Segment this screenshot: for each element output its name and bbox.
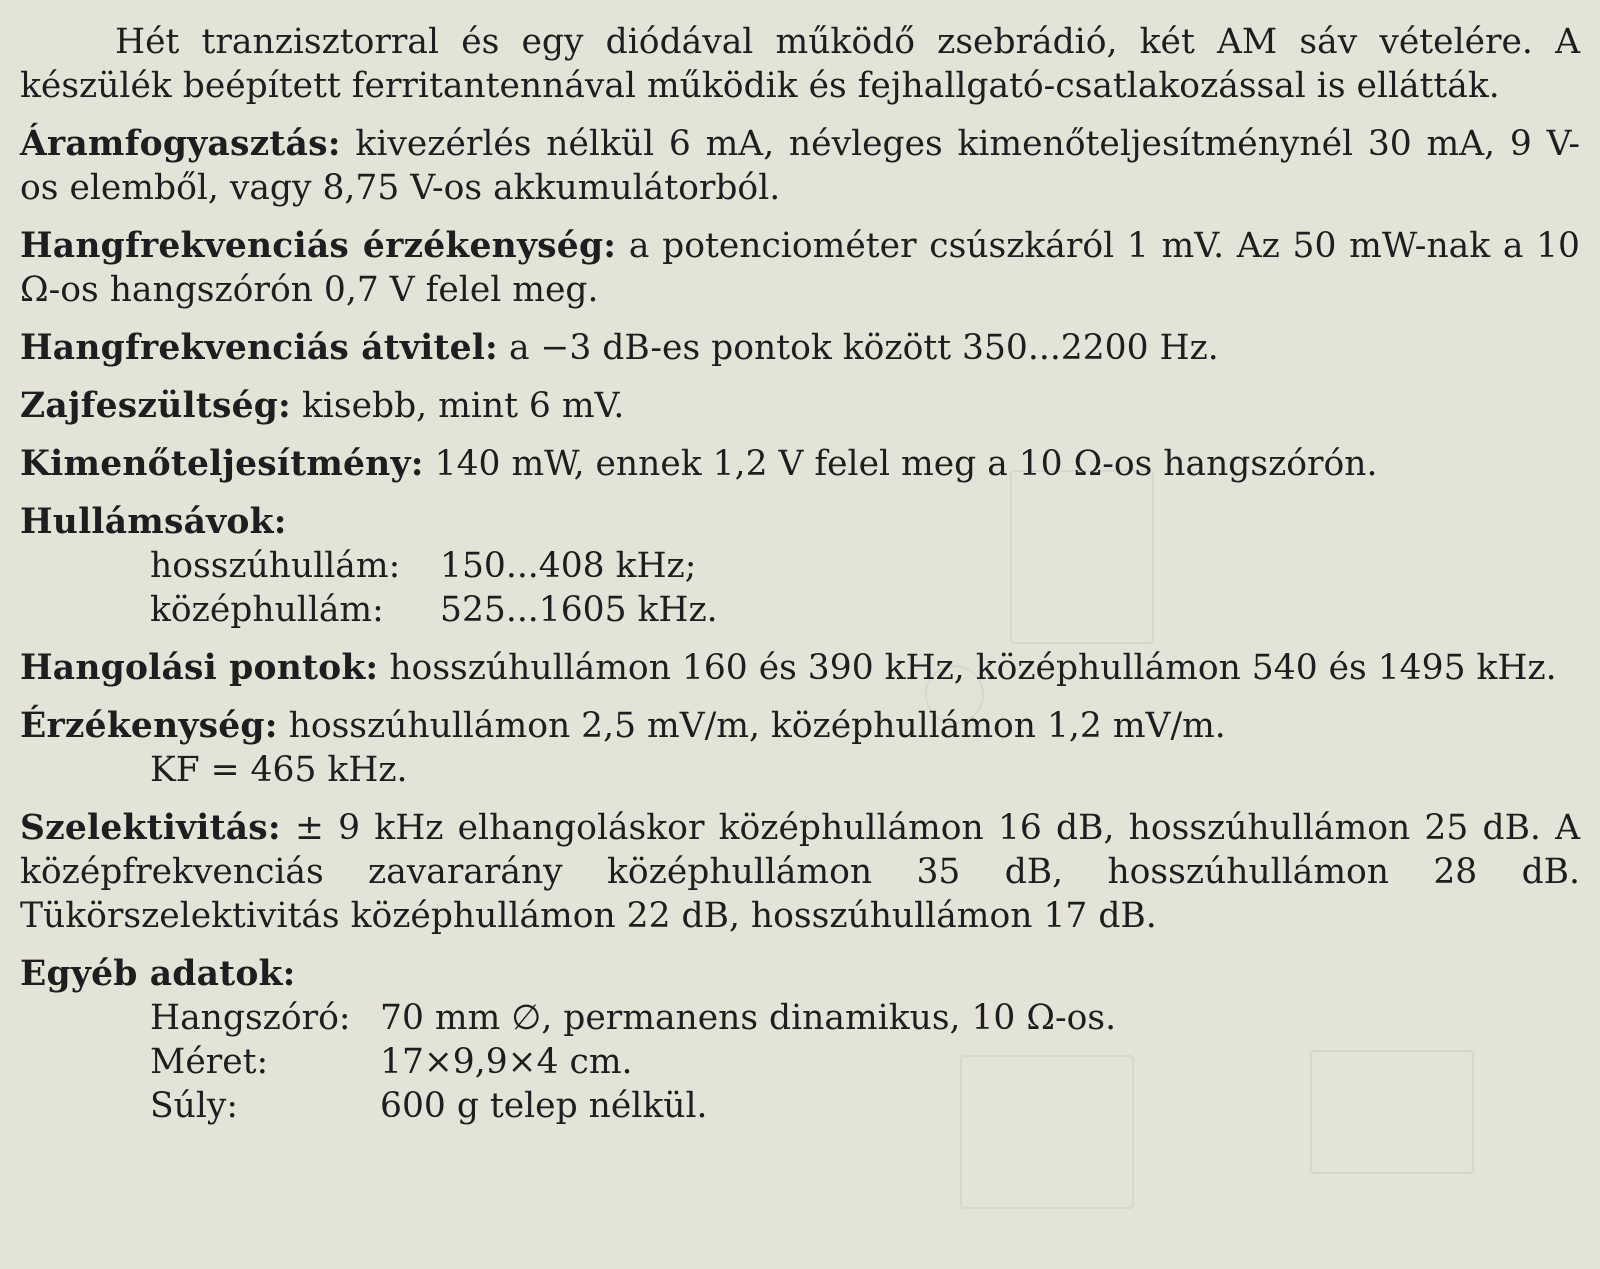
- spec-text: hosszúhullámon 160 és 390 kHz, középhullámon 540 és 1495 kHz.: [378, 648, 1557, 688]
- spec-label: Szelektivitás:: [20, 808, 281, 848]
- spec-af-sensitivity: [20, 224, 1580, 312]
- spec-output: [20, 442, 1580, 486]
- spec-tuning: [20, 646, 1580, 690]
- spec-label: Hangolási pontok:: [20, 648, 379, 688]
- other-name: Hangszóró:: [150, 998, 351, 1038]
- spec-text: ± 9 kHz elhangoláskor középhullámon 16 dB, hosszúhullámon 25 dB. A középfrekvenciás zavararány középhullámon 35 dB, hosszúhullámon 28 dB. Tükörszelektivitás középhullámon 22 dB, hosszúhullámon 17 dB.: [20, 808, 1580, 936]
- spec-text: kivezérlés nélkül 6 mA, névleges kimenőteljesítménynél 30 mA, 9 V-os elemből, vagy 8,75 V-os akkumulátorból.: [20, 124, 1580, 208]
- spec-bands: [20, 500, 1580, 632]
- band-name: hosszúhullám:: [150, 546, 401, 586]
- spec-label: Hullámsávok:: [20, 502, 287, 542]
- spec-label: Kimenőteljesítmény:: [20, 444, 424, 484]
- other-value: 17×9,9×4 cm.: [380, 1042, 633, 1082]
- other-name: Súly:: [150, 1086, 239, 1126]
- other-table: [150, 996, 1580, 1128]
- other-value: 70 mm ∅, permanens dinamikus, 10 Ω-os.: [380, 998, 1117, 1038]
- other-name: Méret:: [150, 1042, 269, 1082]
- spec-text: a −3 dB-es pontok között 350...2200 Hz.: [497, 328, 1219, 368]
- intro-paragraph: Hét tranzisztorral és egy diódával működő zsebrádió, két AM sáv vételére. A készülék beépített ferritantennával működik és fejhallgató-csatlakozással is ellátták.: [20, 22, 1580, 106]
- bands-table: [150, 544, 1580, 632]
- spec-noise: [20, 384, 1580, 428]
- spec-label: Hangfrekvenciás érzékenység:: [20, 226, 617, 266]
- spec-current: [20, 122, 1580, 210]
- spec-label: Zajfeszültség:: [20, 386, 291, 426]
- spec-other: [20, 952, 1580, 1128]
- band-name: középhullám:: [150, 590, 384, 630]
- band-value: 525...1605 kHz.: [440, 590, 718, 630]
- spec-page: [20, 20, 1580, 1128]
- spec-text: 140 mW, ennek 1,2 V felel meg a 10 Ω-os hangszórón.: [423, 444, 1378, 484]
- spec-af-response: [20, 326, 1580, 370]
- spec-label: Hangfrekvenciás átvitel:: [20, 328, 498, 368]
- spec-selectivity: [20, 806, 1580, 938]
- if-frequency: KF = 465 kHz.: [150, 750, 408, 790]
- spec-text: a potenciométer csúszkáról 1 mV. Az 50 mW-nak a 10 Ω-os hangszórón 0,7 V felel meg.: [20, 226, 1580, 310]
- spec-label: Érzékenység:: [20, 706, 278, 746]
- spec-label: Áramfogyasztás:: [20, 124, 341, 164]
- spec-sensitivity: [20, 704, 1580, 792]
- other-value: 600 g telep nélkül.: [380, 1086, 708, 1126]
- spec-text: kisebb, mint 6 mV.: [290, 386, 625, 426]
- band-value: 150...408 kHz;: [440, 546, 697, 586]
- spec-text: hosszúhullámon 2,5 mV/m, középhullámon 1,2 mV/m.: [277, 706, 1226, 746]
- spec-label: Egyéb adatok:: [20, 954, 296, 994]
